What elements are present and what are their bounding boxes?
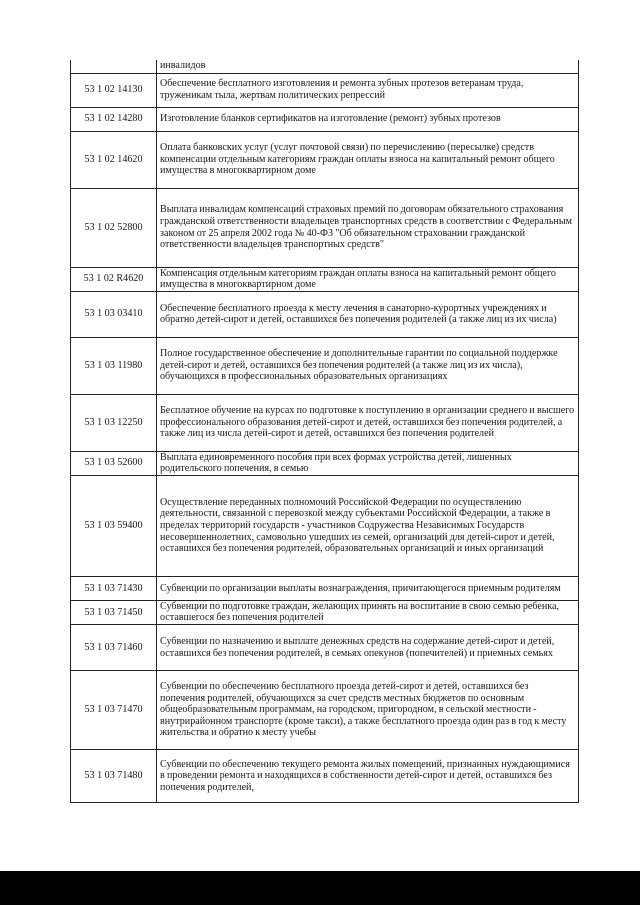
table-row	[71, 60, 579, 73]
table-row	[71, 107, 579, 131]
classification-code: 53 1 03 11980	[71, 337, 157, 394]
expenditure-description: Субвенции по обеспечению текущего ремонта жилых помещений, признанных нуждающимися в проведении ремонта и находящихся в собственности детей-сирот и детей, оставшихся без попечения родителей,	[157, 750, 579, 803]
table-row	[71, 131, 579, 188]
expenditure-description: Оплата банковских услуг (услуг почтовой связи) по перечислению (пересылке) средств компенсации отдельным категориям граждан оплаты взноса на капитальный ремонт общего имущества в многоквартирном доме	[157, 131, 579, 188]
expenditure-description: Субвенции по организации выплаты вознаграждения, причитающегося приемным родителям	[157, 576, 579, 600]
table-row	[71, 451, 579, 475]
classification-code: 53 1 03 59400	[71, 475, 157, 576]
classification-code: 53 1 03 71450	[71, 600, 157, 624]
classification-code: 53 1 03 03410	[71, 291, 157, 337]
classification-code: 53 1 03 71430	[71, 576, 157, 600]
table-row	[71, 625, 579, 671]
table-row	[71, 750, 579, 803]
table-row	[71, 73, 579, 107]
expenditure-description: Выплата единовременного пособия при всех формах устройства детей, лишенных родительского попечения, в семью	[157, 451, 579, 475]
table-row	[71, 291, 579, 337]
table-row	[71, 671, 579, 750]
classification-code: 53 1 02 14130	[71, 73, 157, 107]
classification-code: 53 1 03 71460	[71, 625, 157, 671]
table-row	[71, 267, 579, 291]
expenditure-description: Полное государственное обеспечение и дополнительные гарантии по социальной поддержке детей-сирот и детей, оставшихся без попечения родителей (а также лиц из их числа), обучающихся в профессиональных образовательных организациях	[157, 337, 579, 394]
table-row	[71, 188, 579, 267]
table-row	[71, 394, 579, 451]
expenditure-description: Компенсация отдельным категориям граждан оплаты взноса на капитальный ремонт общего имущества в многоквартирном доме	[157, 267, 579, 291]
expenditure-description: Обеспечение бесплатного изготовления и ремонта зубных протезов ветеранам труда, труженикам тыла, жертвам политических репрессий	[157, 73, 579, 107]
expenditure-description: Субвенции по назначению и выплате денежных средств на содержание детей-сирот и детей, оставшихся без попечения родителей, в семьях опекунов (попечителей) и приемных семьях	[157, 625, 579, 671]
expenditure-description: Осуществление переданных полномочий Российской Федерации по осуществлению деятельности, связанной с перевозкой между субъектами Российской Федерации, а также в пределах территорий государств - участников Содружества Независимых Государств несовершеннолетних, самовольно ушедших из семей, организаций для детей-сирот и детей, оставшихся без попечения родителей, образовательных организаций и иных организаций	[157, 475, 579, 576]
expenditure-description: инвалидов	[157, 60, 579, 73]
classification-code	[71, 60, 157, 73]
expenditure-description: Субвенции по обеспечению бесплатного проезда детей-сирот и детей, оставшихся без попечения родителей, обучающихся за счет средств местных бюджетов по основным общеобразовательным программам, на городском, пригородном, в сельской местности - внутрирайонном транспорте (кроме такси), а также бесплатного проезда один раз в год к месту жительства и обратно к месту учебы	[157, 671, 579, 750]
expenditure-description: Изготовление бланков сертификатов на изготовление (ремонт) зубных протезов	[157, 107, 579, 131]
classification-code: 53 1 02 14620	[71, 131, 157, 188]
expenditure-description: Бесплатное обучение на курсах по подготовке к поступлению в организации среднего и высшего профессионального образования детей-сирот и детей, оставшихся без попечения родителей, а также лиц из числа детей-сирот и детей, оставшихся без попечения родителей	[157, 394, 579, 451]
table-row	[71, 600, 579, 624]
budget-classification-table	[70, 60, 579, 803]
classification-code: 53 1 02 14280	[71, 107, 157, 131]
expenditure-description: Выплата инвалидам компенсаций страховых премий по договорам обязательного страхования гражданской ответственности владельцев транспортных средств в соответствии с Федеральным законом от 25 апреля 2002 года № 40-ФЗ "Об обязательном страховании гражданской ответственности владельцев транспортных средств"	[157, 188, 579, 267]
scan-bottom-border	[0, 871, 640, 905]
table-row	[71, 576, 579, 600]
table-body	[71, 60, 579, 803]
classification-code: 53 1 02 R4620	[71, 267, 157, 291]
expenditure-description: Обеспечение бесплатного проезда к месту лечения в санаторно-курортных учреждениях и обратно детей-сирот и детей, оставшихся без попечения родителей (а также лиц из их числа)	[157, 291, 579, 337]
classification-code: 53 1 03 71470	[71, 671, 157, 750]
table-row	[71, 475, 579, 576]
classification-code: 53 1 03 12250	[71, 394, 157, 451]
classification-code: 53 1 03 52600	[71, 451, 157, 475]
table-row	[71, 337, 579, 394]
classification-code: 53 1 02 52800	[71, 188, 157, 267]
expenditure-description: Субвенции по подготовке граждан, желающих принять на воспитание в свою семью ребенка, оставшегося без попечения родителей	[157, 600, 579, 624]
classification-code: 53 1 03 71480	[71, 750, 157, 803]
